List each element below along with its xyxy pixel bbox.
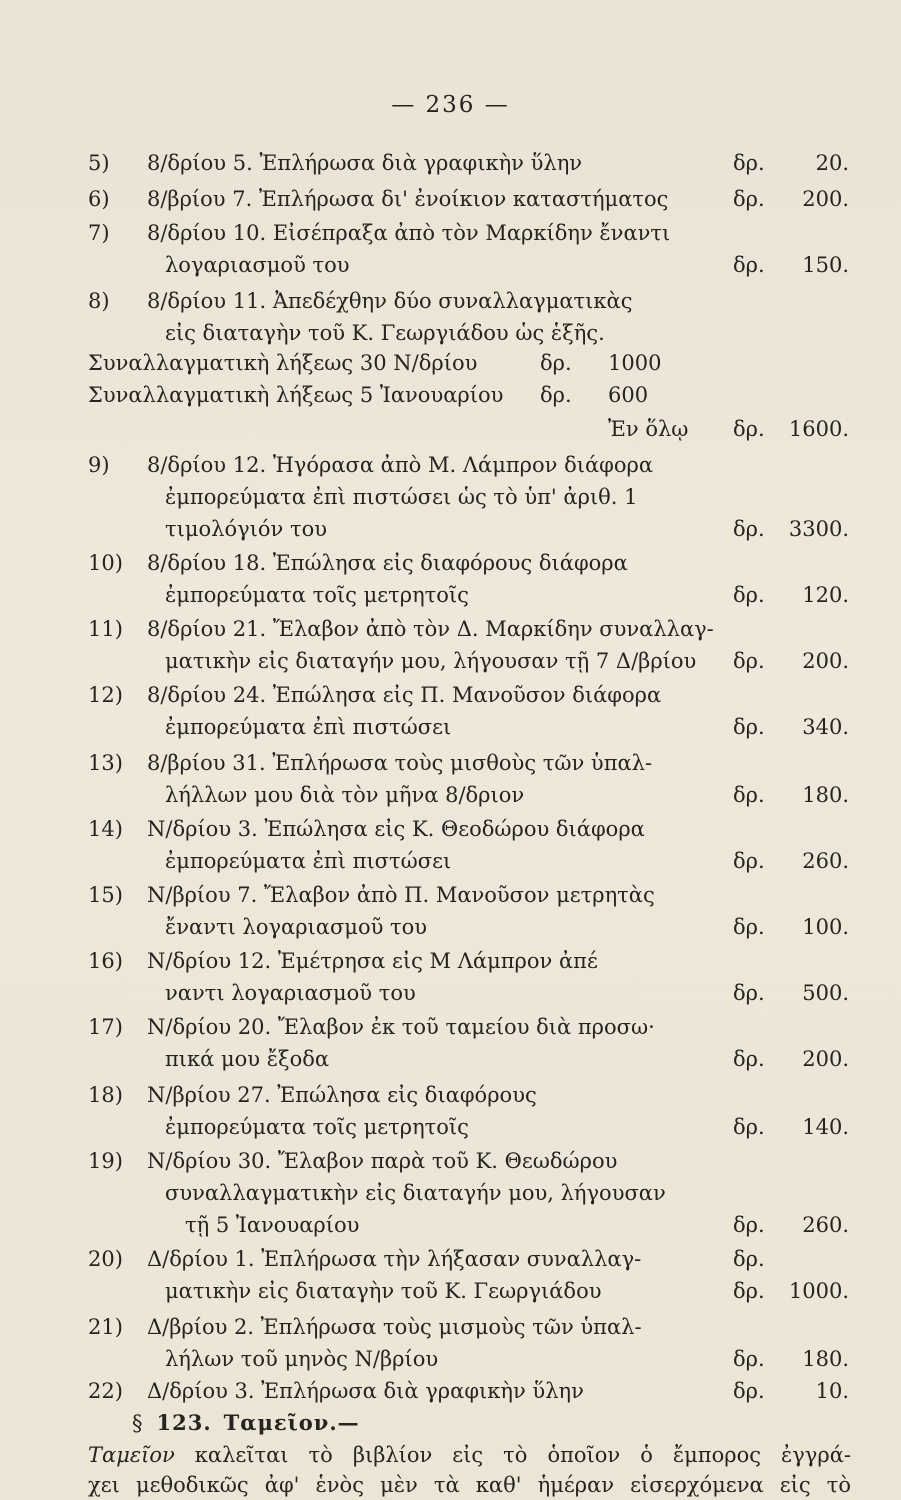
section-heading: [132, 1408, 360, 1438]
entry-text: Ν/δρίου 3. Ἐπώλησα εἰς Κ. Θεοδώρου διάφορα: [147, 817, 645, 841]
entry-number: 20): [88, 1247, 123, 1271]
section-symbol: §: [132, 1411, 143, 1435]
entry-text: ἐμπορεύματα ἐπὶ πιστώσει: [165, 849, 452, 873]
ledger-entry-continuation: [0, 1044, 901, 1074]
ledger-entry: [0, 148, 901, 178]
entry-amount: 260.: [802, 1213, 849, 1237]
entry-text: 8/δρίου 18. Ἐπώλησα εἰς διαφόρους διάφορα: [147, 551, 628, 575]
entry-text: λήλων τοῦ μηνὸς Ν/βρίου: [165, 1347, 439, 1371]
ledger-entry-continuation: [0, 646, 901, 676]
bill-amount: 1000: [608, 351, 662, 375]
page-number: — 236 —: [391, 92, 510, 118]
ledger-entry: [0, 1244, 901, 1274]
entry-amount: 100.: [802, 915, 849, 939]
currency-label: δρ.: [733, 187, 765, 211]
entry-text: 8/δρίου 24. Ἐπώλησα εἰς Π. Μανοῦσον διάφορα: [147, 683, 662, 707]
entry-amount: 340.: [802, 715, 849, 739]
entry-text: ναντι λογαριασμοῦ του: [165, 981, 416, 1005]
entry-number: 14): [88, 817, 123, 841]
entry-text: Δ/δρίου 3. Ἐπλήρωσα διὰ γραφικὴν ὕλην: [147, 1379, 584, 1403]
entry-number: 16): [88, 949, 123, 973]
paragraph-line: [88, 1440, 851, 1470]
entry-amount: 200.: [802, 187, 849, 211]
entry-amount: 260.: [802, 849, 849, 873]
bill-currency: δρ.: [540, 351, 572, 375]
entry-amount: 20.: [815, 151, 849, 175]
entry-text: λήλλων μου διὰ τὸν μῆνα 8/δριον: [165, 783, 525, 807]
entry-number: 15): [88, 883, 123, 907]
ledger-entry: [0, 946, 901, 976]
entry-number: 7): [88, 221, 110, 245]
currency-label: δρ.: [733, 1115, 765, 1139]
ledger-entry-continuation: [0, 580, 901, 610]
currency-label: δρ.: [733, 253, 765, 277]
ledger-entry-continuation: [0, 846, 901, 876]
entry-amount: 500.: [802, 981, 849, 1005]
ledger-entry-continuation: [0, 1178, 901, 1208]
ledger-entry: [0, 614, 901, 644]
bill-total: [0, 414, 901, 444]
currency-label: δρ.: [733, 915, 765, 939]
currency-label: δρ.: [733, 417, 765, 441]
currency-label: δρ.: [733, 583, 765, 607]
ledger-entry-continuation: [0, 978, 901, 1008]
paragraph-line: [88, 1470, 851, 1500]
entry-amount: 120.: [802, 583, 849, 607]
entry-text: ἐμπορεύματα τοῖς μετρητοῖς: [165, 583, 469, 607]
entry-text: Δ/δρίου 1. Ἐπλήρωσα τὴν λήξασαν συναλλαγ-: [147, 1247, 642, 1271]
ledger-entry-continuation: [0, 250, 901, 280]
entry-number: 11): [88, 617, 123, 641]
currency-label: δρ.: [733, 151, 765, 175]
entry-number: 22): [88, 1379, 123, 1403]
entry-text: ματικὴν εἰς διαταγὴν τοῦ Κ. Γεωργιάδου: [165, 1279, 602, 1303]
entry-text: 8/δρίου 5. Ἐπλήρωσα διὰ γραφικὴν ὕλην: [147, 151, 583, 175]
ledger-entry-continuation: [0, 318, 901, 348]
entry-number: 10): [88, 551, 123, 575]
ledger-entry-continuation: [0, 1276, 901, 1306]
entry-text: 8/βρίου 7. Ἐπλήρωσα δι' ἐνοίκιον καταστήματος: [147, 187, 669, 211]
currency-label: δρ.: [733, 849, 765, 873]
entry-text: Ν/δρίου 30. Ἔλαβον παρὰ τοῦ Κ. Θεωδώρου: [147, 1149, 618, 1173]
entry-text: συναλλαγματικὴν εἰς διαταγήν μου, λήγουσαν: [165, 1181, 666, 1205]
entry-text: Ν/δρίου 20. Ἔλαβον ἐκ τοῦ ταμείου διὰ προσω·: [147, 1015, 655, 1039]
entry-number: 17): [88, 1015, 123, 1039]
entry-text: ἐμπορεύματα ἐπὶ πιστώσει: [165, 715, 452, 739]
ledger-entry-continuation: [0, 1112, 901, 1142]
currency-label: δρ.: [733, 517, 765, 541]
entry-text: πικά μου ἔξοδα: [165, 1047, 330, 1071]
ledger-entry: [0, 748, 901, 778]
currency-label: δρ.: [733, 783, 765, 807]
entry-text: ἐμπορεύματα ἐπὶ πιστώσει ὡς τὸ ὑπ' ἀριθ. 1: [165, 485, 638, 509]
entry-amount: 1000.: [788, 1279, 849, 1303]
bill-amount: 600: [608, 383, 649, 407]
ledger-entry: [0, 548, 901, 578]
entry-amount: 150.: [802, 253, 849, 277]
paragraph-text: καλεῖται τὸ βιβλίον εἰς τὸ ὁποῖον ὁ ἔμπορος ἐγγρά-: [194, 1443, 851, 1467]
entry-text: ἐμπορεύματα τοῖς μετρητοῖς: [165, 1115, 469, 1139]
ledger-entry: [0, 1080, 901, 1110]
ledger-entry: [0, 184, 901, 214]
entry-text: τῇ 5 Ἰανουαρίου: [185, 1213, 360, 1237]
bill-text: Συναλλαγματικὴ λήξεως 5 Ἰανουαρίου: [88, 383, 504, 407]
ledger-entry-continuation: [0, 712, 901, 742]
section-number: 123.: [156, 1410, 212, 1435]
entry-amount: 200.: [802, 1047, 849, 1071]
entry-text: Ν/βρίου 27. Ἐπώλησα εἰς διαφόρους: [147, 1083, 537, 1107]
entry-number: 6): [88, 187, 110, 211]
entry-number: 18): [88, 1083, 123, 1107]
entry-number: 12): [88, 683, 123, 707]
entry-amount: 3300.: [788, 517, 849, 541]
currency-label: δρ.: [733, 1279, 765, 1303]
ledger-entry-continuation: [0, 514, 901, 544]
bill-line: [0, 348, 901, 378]
bill-line: [0, 380, 901, 410]
ledger-entry: [0, 814, 901, 844]
entry-amount: 200.: [802, 649, 849, 673]
ledger-entry: [0, 1146, 901, 1176]
bill-text: Συναλλαγματικὴ λήξεως 30 Ν/δρίου: [88, 351, 478, 375]
ledger-entry-continuation: [0, 780, 901, 810]
entry-text: Ν/βρίου 7. Ἔλαβον ἀπὸ Π. Μανοῦσον μετρητὰς: [147, 883, 655, 907]
ledger-entry-continuation: [0, 482, 901, 512]
entry-number: 21): [88, 1315, 123, 1339]
ledger-entry: [0, 286, 901, 316]
currency-label: δρ.: [733, 1047, 765, 1071]
entry-text: ματικὴν εἰς διαταγήν μου, λήγουσαν τῇ 7 Δ/βρίου: [165, 649, 697, 673]
entry-number: 19): [88, 1149, 123, 1173]
ledger-entry: [0, 1312, 901, 1342]
entry-amount: 180.: [802, 783, 849, 807]
entry-text: τιμολόγιόν του: [165, 517, 327, 541]
entry-amount: 180.: [802, 1347, 849, 1371]
bill-currency: δρ.: [540, 383, 572, 407]
currency-label: δρ.: [733, 649, 765, 673]
currency-label: δρ.: [733, 715, 765, 739]
ledger-entry: [0, 1012, 901, 1042]
entry-text: Δ/βρίου 2. Ἐπλήρωσα τοὺς μισμοὺς τῶν ὑπαλ-: [147, 1315, 642, 1339]
entry-text: εἰς διαταγὴν τοῦ Κ. Γεωργιάδου ὡς ἑξῆς.: [165, 321, 605, 345]
entry-number: 5): [88, 151, 110, 175]
entry-number: 13): [88, 751, 123, 775]
entry-text: 8/δρίου 12. Ἠγόρασα ἀπὸ Μ. Λάμπρον διάφορα: [147, 453, 653, 477]
paragraph-text: χει μεθοδικῶς ἀφ' ἑνὸς μὲν τὰ καθ' ἡμέραν εἰσερχόμενα εἰς τὸ: [88, 1473, 851, 1497]
entry-text: λογαριασμοῦ του: [165, 253, 350, 277]
ledger-entry: [0, 218, 901, 248]
ledger-entry: [0, 880, 901, 910]
entry-number: 9): [88, 453, 110, 477]
ledger-entry-continuation: [0, 1344, 901, 1374]
entry-amount: 140.: [802, 1115, 849, 1139]
entry-text: Ν/δρίου 12. Ἐμέτρησα εἰς Μ Λάμπρον ἀπέ: [147, 949, 598, 973]
entry-amount: 1600.: [788, 417, 849, 441]
currency-label: δρ.: [733, 981, 765, 1005]
total-label: Ἐν ὅλῳ: [608, 417, 689, 441]
currency-label: δρ.: [733, 1247, 765, 1271]
ledger-entry: [0, 1376, 901, 1406]
entry-text: 8/δρίου 10. Εἰσέπραξα ἀπὸ τὸν Μαρκίδην ἔναντι: [147, 221, 671, 245]
currency-label: δρ.: [733, 1347, 765, 1371]
ledger-entry: [0, 450, 901, 480]
section-title: Ταμεῖον.—: [223, 1410, 360, 1435]
entry-text: ἔναντι λογαριασμοῦ του: [165, 915, 428, 939]
entry-number: 8): [88, 289, 110, 313]
ledger-entry-continuation: [0, 1210, 901, 1240]
ledger-entry: [0, 680, 901, 710]
entry-amount: 10.: [815, 1379, 849, 1403]
currency-label: δρ.: [733, 1213, 765, 1237]
ledger-entry-continuation: [0, 912, 901, 942]
entry-text: 8/δρίου 11. Ἀπεδέχθην δύο συναλλαγματικὰς: [147, 289, 633, 313]
entry-text: 8/βρίου 31. Ἐπλήρωσα τοὺς μισθοὺς τῶν ὑπαλ-: [147, 751, 653, 775]
entry-text: 8/δρίου 21. Ἔλαβον ἀπὸ τὸν Δ. Μαρκίδην συναλλαγ-: [147, 617, 714, 641]
italic-term: Ταμεῖον: [88, 1443, 175, 1467]
currency-label: δρ.: [733, 1379, 765, 1403]
